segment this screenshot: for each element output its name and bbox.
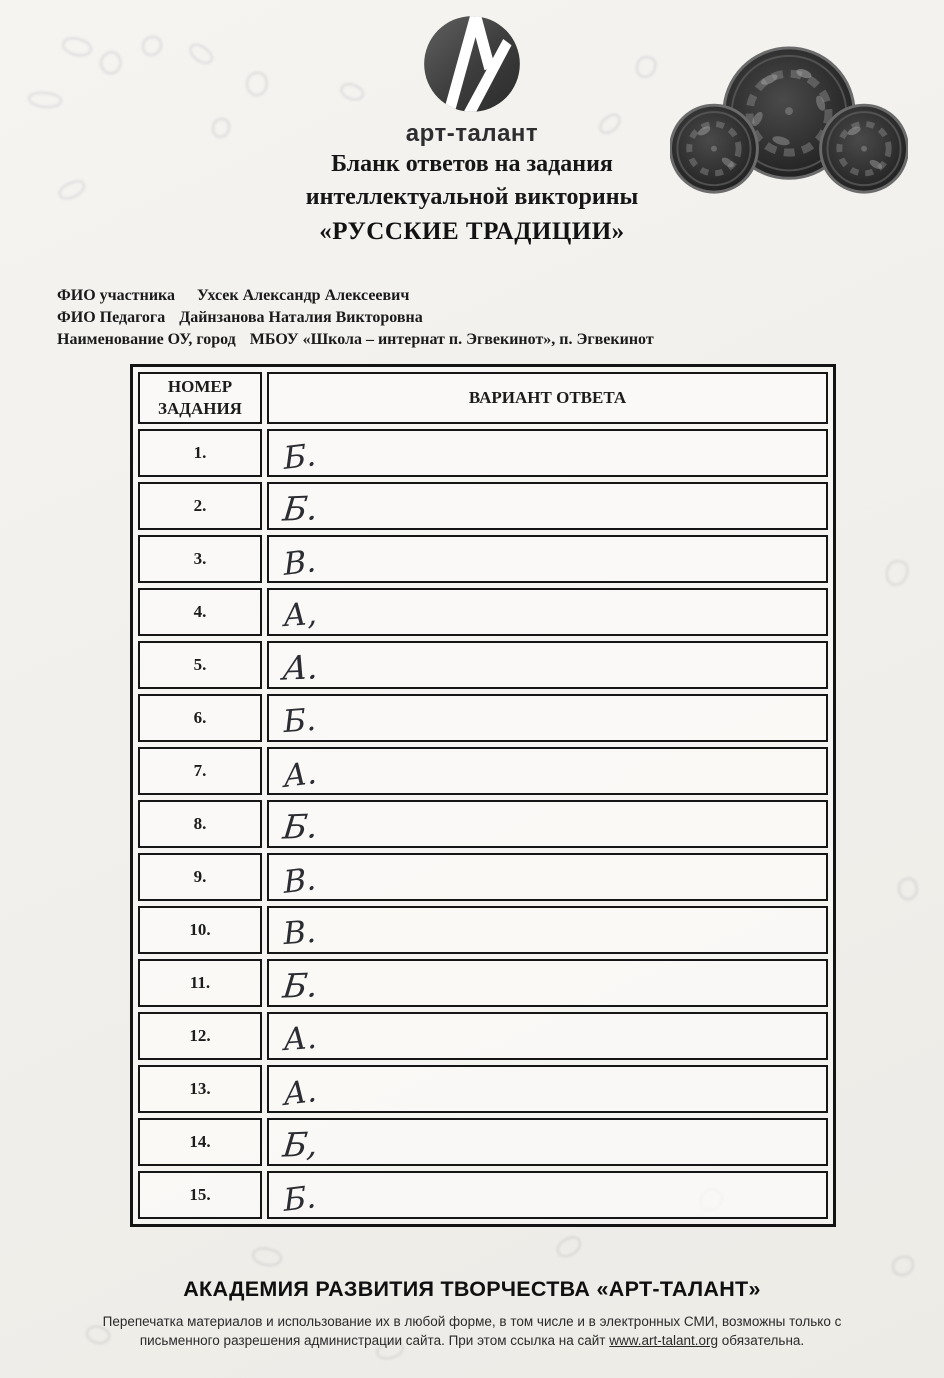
document-header [0, 12, 944, 249]
table-row [138, 853, 828, 901]
document-footer [0, 1277, 944, 1350]
task-number: 2. [138, 482, 262, 530]
teacher-name-row [57, 307, 654, 329]
table-row [138, 1012, 828, 1060]
scan-artifact [891, 1255, 915, 1277]
task-number: 12. [138, 1012, 262, 1060]
handwritten-answer: В. [282, 860, 317, 901]
legal-text-before: Перепечатка материалов и использование их в любой форме, в том числе и в электронных СМИ, возможны только с письменного разрешения администрации сайта. При этом ссылка на сайт [102, 1314, 842, 1348]
table-row [138, 694, 828, 742]
scan-artifact [895, 875, 921, 902]
school-label: Наименование ОУ, город [57, 331, 236, 348]
scan-artifact [553, 1233, 584, 1261]
participant-info [57, 285, 654, 351]
handwritten-answer: А. [281, 1019, 318, 1059]
participant-value: Ухсек Александр Алексеевич [197, 287, 410, 304]
handwritten-answer: В. [281, 913, 318, 953]
column-header-task-number: НОМЕР ЗАДАНИЯ [138, 372, 262, 424]
table-row [138, 800, 828, 848]
participant-name-row [57, 285, 654, 307]
handwritten-answer: В. [282, 542, 317, 583]
table-header-row [138, 372, 828, 424]
school-value: МБОУ «Школа – интернат п. Эгвекинот», п. Эгвекинот [249, 331, 654, 348]
task-number: 3. [138, 535, 262, 583]
table-row [138, 1065, 828, 1113]
handwritten-answer: Б. [282, 1178, 317, 1219]
handwritten-answer: Б. [281, 964, 320, 1006]
task-number: 8. [138, 800, 262, 848]
brand-name: арт-талант [405, 120, 539, 147]
title-line-1: Бланк ответов на задания [331, 151, 613, 177]
academy-title: АКАДЕМИЯ РАЗВИТИЯ ТВОРЧЕСТВА «АРТ-ТАЛАНТ» [183, 1277, 761, 1301]
school-row [57, 329, 654, 351]
table-row [138, 429, 828, 477]
task-number: 6. [138, 694, 262, 742]
table-row [138, 641, 828, 689]
title-line-2: интеллектуальной викторины [305, 184, 639, 210]
table-row [138, 906, 828, 954]
task-number: 15. [138, 1171, 262, 1219]
task-number: 14. [138, 1118, 262, 1166]
handwritten-answer: Б. [282, 436, 317, 477]
task-number: 10. [138, 906, 262, 954]
answers-table [130, 364, 836, 1227]
teacher-label: ФИО Педагога [57, 309, 166, 326]
task-number: 9. [138, 853, 262, 901]
handwritten-answer: Б. [281, 701, 318, 741]
handwritten-answer: А. [282, 1072, 318, 1114]
legal-notice [77, 1312, 867, 1350]
task-number: 13. [138, 1065, 262, 1113]
table-row [138, 1171, 828, 1219]
handwritten-answer: Б. [281, 487, 320, 529]
participant-label: ФИО участника [57, 287, 176, 304]
quiz-title: «РУССКИЕ ТРАДИЦИИ» [319, 218, 625, 245]
task-number: 7. [138, 747, 262, 795]
handwritten-answer: А. [282, 754, 318, 796]
table-row [138, 959, 828, 1007]
task-number: 5. [138, 641, 262, 689]
scan-artifact [884, 558, 910, 587]
task-number: 1. [138, 429, 262, 477]
handwritten-answer: А. [281, 646, 321, 688]
table-row [138, 747, 828, 795]
task-number: 4. [138, 588, 262, 636]
scan-artifact [250, 1245, 283, 1270]
table-row [138, 482, 828, 530]
site-url: www.art-talant.org [609, 1333, 719, 1348]
handwritten-answer: Б, [281, 1123, 320, 1165]
table-row [138, 535, 828, 583]
teacher-value: Дайнзанова Наталия Викторовна [179, 309, 423, 326]
table-row [138, 1118, 828, 1166]
handwritten-answer: Б. [281, 805, 320, 847]
table-row [138, 588, 828, 636]
legal-text-after: обязательна. [718, 1333, 805, 1348]
task-number: 11. [138, 959, 262, 1007]
handwritten-answer: А, [281, 595, 318, 635]
column-header-answer: ВАРИАНТ ОТВЕТА [267, 372, 828, 424]
art-talant-logo-icon [420, 12, 524, 116]
